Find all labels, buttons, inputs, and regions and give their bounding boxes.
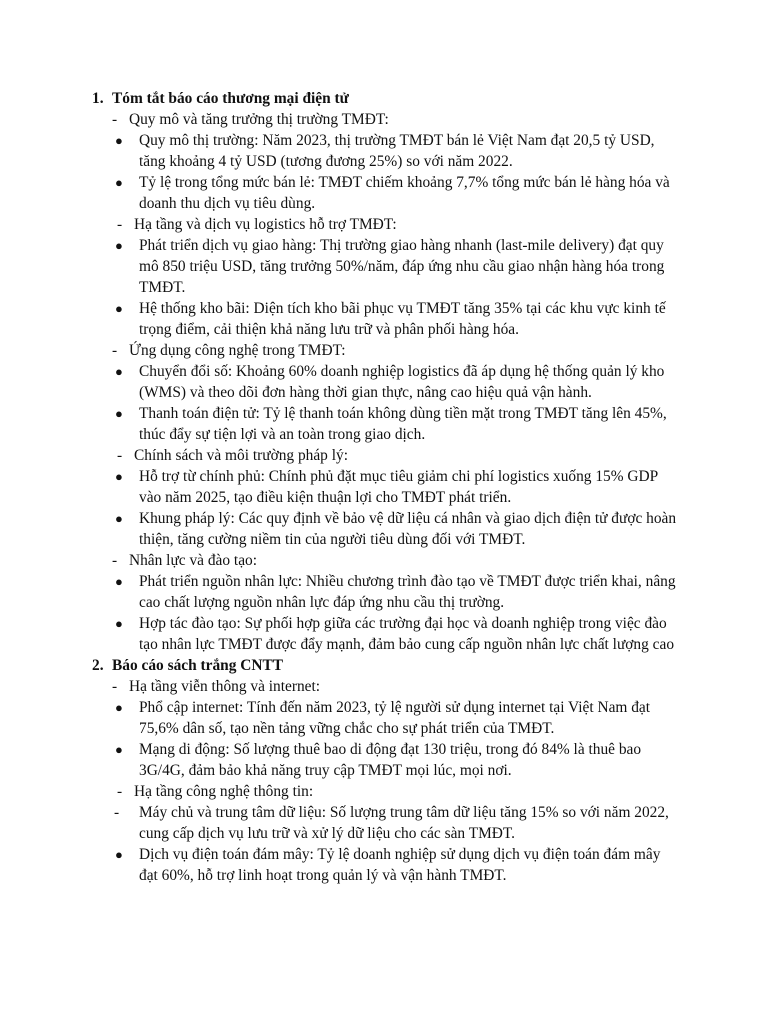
section-1-title-text: Tóm tắt báo cáo thương mại điện tử (112, 90, 349, 107)
list-item-text: Dịch vụ điện toán đám mây: Tỷ lệ doanh nghiệp sử dụng dịch vụ điện toán đám mây đạt 60%, hỗ trợ linh hoạt trong quản lý và vận hành TMĐT. (139, 846, 661, 884)
section-2-sub-1-heading (92, 676, 680, 697)
section-2-number: 2. (92, 657, 104, 674)
list-item-text: Phổ cập internet: Tính đến năm 2023, tỷ lệ người sử dụng internet tại Việt Nam đạt 75,6% dân số, tạo nền tảng vững chắc cho sự phát triển của TMĐT. (139, 699, 651, 737)
section-1-sub-2-heading (92, 214, 680, 235)
sub-heading-text: Ứng dụng công nghệ trong TMĐT: (129, 342, 346, 359)
section-1-sub-1-heading (92, 109, 680, 130)
bullet-marker: ● (115, 847, 123, 862)
bullet-marker: ● (115, 574, 123, 589)
list-item (92, 235, 680, 298)
list-item (92, 844, 680, 886)
list-item (92, 298, 680, 340)
list-item (92, 739, 680, 781)
dash-marker: - (117, 783, 123, 800)
bullet-marker: ● (115, 700, 123, 715)
list-item-text: Khung pháp lý: Các quy định về bảo vệ dữ liệu cá nhân và giao dịch điện tử được hoàn thiện, tăng cường niềm tin của người tiêu dùng đối với TMĐT. (139, 510, 677, 548)
list-item-text: Máy chủ và trung tâm dữ liệu: Số lượng trung tâm dữ liệu tăng 15% so với năm 2022, cung cấp dịch vụ lưu trữ và xử lý dữ liệu cho các sàn TMĐT. (139, 804, 669, 842)
list-item (92, 508, 680, 550)
bullet-marker: ● (115, 133, 123, 148)
bullet-marker: ● (115, 301, 123, 316)
section-1-title (92, 88, 680, 109)
list-item-text: Chuyển đổi số: Khoảng 60% doanh nghiệp logistics đã áp dụng hệ thống quản lý kho (WMS) và theo dõi đơn hàng thời gian thực, nâng cao hiệu quả vận hành. (139, 363, 665, 401)
bullet-marker: ● (115, 364, 123, 379)
bullet-marker: ● (115, 238, 123, 253)
sub-heading-text: Nhân lực và đào tạo: (129, 552, 258, 569)
bullet-marker: ● (115, 469, 123, 484)
list-item-text: Thanh toán điện tử: Tỷ lệ thanh toán không dùng tiền mặt trong TMĐT tăng lên 45%, thúc đẩy sự tiện lợi và an toàn trong giao dịch. (139, 405, 667, 443)
sub-heading-text: Hạ tầng công nghệ thông tin: (134, 783, 314, 800)
section-2-title-text: Báo cáo sách trắng CNTT (112, 657, 284, 674)
dash-marker: - (112, 111, 118, 128)
section-1-sub-5-heading (92, 550, 680, 571)
sub-heading-text: Hạ tầng và dịch vụ logistics hỗ trợ TMĐT: (134, 216, 397, 233)
dash-marker: - (114, 804, 120, 821)
dash-marker: - (117, 447, 123, 464)
list-item-text: Phát triển dịch vụ giao hàng: Thị trường giao hàng nhanh (last-mile delivery) đạt quy mô 850 triệu USD, tăng trưởng 50%/năm, đáp ứng nhu cầu giao nhận hàng hóa trong TMĐT. (139, 237, 665, 296)
section-1-sub-3-heading (92, 340, 680, 361)
list-item (92, 130, 680, 172)
list-item-text: Mạng di động: Số lượng thuê bao di động đạt 130 triệu, trong đó 84% là thuê bao 3G/4G, đảm bảo khả năng truy cập TMĐT mọi lúc, mọi nơi. (139, 741, 642, 779)
dash-marker: - (112, 678, 118, 695)
bullet-marker: ● (115, 742, 123, 757)
list-item (92, 172, 680, 214)
sub-heading-text: Chính sách và môi trường pháp lý: (134, 447, 348, 464)
list-item (92, 403, 680, 445)
section-1-sub-1-list (92, 130, 680, 214)
section-2-sub-2-list (92, 802, 680, 886)
section-1-sub-4-heading (92, 445, 680, 466)
section-1-number: 1. (92, 90, 104, 107)
dash-marker: - (117, 216, 123, 233)
list-item-text: Tỷ lệ trong tổng mức bán lẻ: TMĐT chiếm khoảng 7,7% tổng mức bán lẻ hàng hóa và doanh thu dịch vụ tiêu dùng. (139, 174, 670, 212)
list-item-text: Quy mô thị trường: Năm 2023, thị trường TMĐT bán lẻ Việt Nam đạt 20,5 tỷ USD, tăng khoảng 4 tỷ USD (tương đương 25%) so với năm 2022. (139, 132, 655, 170)
list-item-text: Phát triển nguồn nhân lực: Nhiều chương trình đào tạo về TMĐT được triển khai, nâng cao chất lượng nguồn nhân lực đáp ứng nhu cầu thị trường. (139, 573, 676, 611)
list-item (92, 697, 680, 739)
bullet-marker: ● (115, 406, 123, 421)
section-2-sub-2-heading (92, 781, 680, 802)
section-1-sub-3-list (92, 361, 680, 445)
sub-heading-text: Quy mô và tăng trưởng thị trường TMĐT: (129, 111, 389, 128)
list-item (92, 361, 680, 403)
list-item-text: Hợp tác đào tạo: Sự phối hợp giữa các trường đại học và doanh nghiệp trong việc đào tạo nhân lực TMĐT được đẩy mạnh, đảm bảo cung cấp nguồn nhân lực chất lượng cao (139, 615, 675, 653)
bullet-marker: ● (115, 616, 123, 631)
section-1-sub-5-list (92, 571, 680, 655)
section-1-sub-2-list (92, 235, 680, 340)
list-item (92, 802, 680, 844)
list-item (92, 466, 680, 508)
bullet-marker: ● (115, 175, 123, 190)
dash-marker: - (112, 342, 118, 359)
dash-marker: - (112, 552, 118, 569)
bullet-marker: ● (115, 511, 123, 526)
sub-heading-text: Hạ tầng viễn thông và internet: (129, 678, 321, 695)
list-item (92, 571, 680, 613)
list-item (92, 613, 680, 655)
section-1-sub-4-list (92, 466, 680, 550)
list-item-text: Hỗ trợ từ chính phủ: Chính phủ đặt mục tiêu giảm chi phí logistics xuống 15% GDP vào năm 2025, tạo điều kiện thuận lợi cho TMĐT phát triển. (139, 468, 658, 506)
section-2-sub-1-list (92, 697, 680, 781)
section-2-title (92, 655, 680, 676)
list-item-text: Hệ thống kho bãi: Diện tích kho bãi phục vụ TMĐT tăng 35% tại các khu vực kinh tế trọng điểm, cải thiện khả năng lưu trữ và phân phối hàng hóa. (139, 300, 666, 338)
